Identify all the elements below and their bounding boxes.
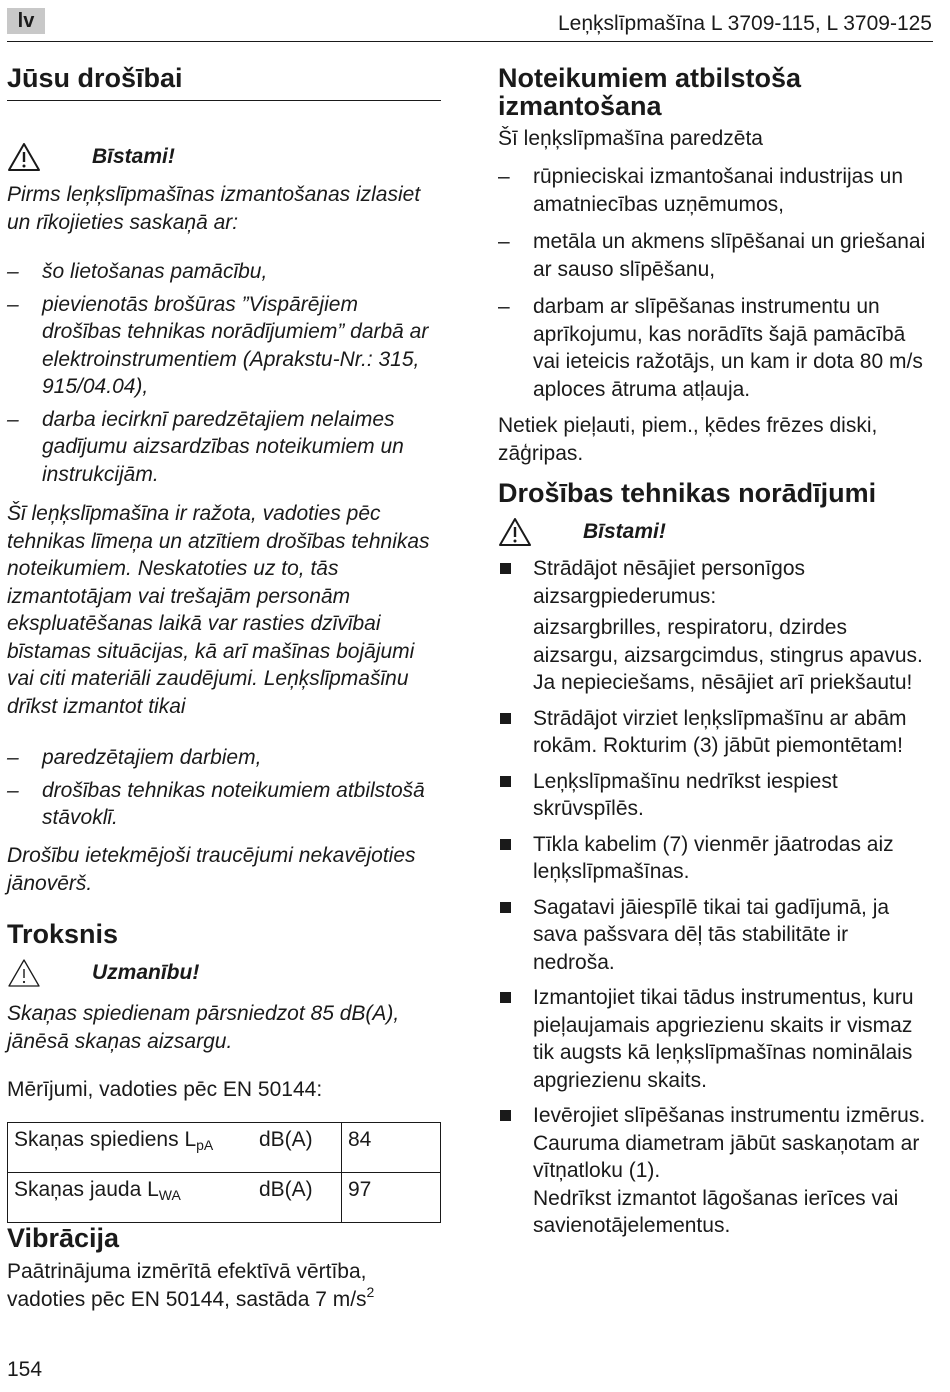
intro-text: Pirms leņķslīpmašīnas izmantošanas izlasiet un rīkojieties saskaņā ar: [7, 183, 421, 234]
danger-label: Bīstami! [92, 145, 175, 169]
body-text: Šī leņķslīpmašīna ir ražota, vadoties pēc tehnikas līmeņa un atzītiem drošības tehnikas noteikumiem. Neskatoties uz to, tās izmantotājam vai trešajām personām ekspluatēšanas laikā var rasties dzīvībai bīstamas situācijas, kā arī mašīnas bojājumi vai citi materiāli zaudējumi. Leņķslīpmašīnu drīkst izmantot tikai [7, 502, 430, 718]
list-item: Tīkla kabelim (7) vienmēr jāatrodas aiz leņķslīpmašīnas. [498, 831, 930, 886]
header-rule [7, 41, 933, 42]
table-cell: Skaņas jauda $L_{WA}$ [8, 1173, 254, 1223]
vibration-heading: Vibrācija [7, 1223, 120, 1253]
intended-use-list [498, 163, 930, 403]
danger-label: Bīstami! [583, 520, 666, 544]
square-bullet-icon [500, 1110, 511, 1121]
caution-label: Uzmanību! [92, 961, 200, 985]
safety-heading: Jūsu drošībai [7, 63, 183, 93]
measure-intro: Mērījumi, vadoties pēc EN 50144: [7, 1078, 323, 1101]
page-number: 154 [7, 1358, 43, 1381]
intended-use-intro: Šī leņķslīpmašīna paredzēta [498, 127, 763, 150]
list-item: – drošības tehnikas noteikumiem atbilstošā stāvoklī. [7, 777, 441, 832]
faults-text: Drošību ietekmējoši traucējumi nekavējoties jānovērš. [7, 844, 416, 895]
table-row [8, 1173, 441, 1223]
not-allowed-text: Netiek pieļauti, piem., ķēdes frēzes diski, zāģripas. [498, 414, 878, 465]
list-item: – šo lietošanas pamācību, [7, 258, 441, 286]
table-cell: 84 [342, 1123, 441, 1173]
read-list [7, 258, 441, 488]
danger-notice [498, 517, 666, 547]
table-cell: 97 [342, 1173, 441, 1223]
language-badge: lv [7, 8, 45, 34]
noise-heading: Troksnis [7, 919, 119, 949]
square-bullet-icon [500, 839, 511, 850]
list-item: – pievienotās brošūras ”Vispārējiem drošības tehnikas norādījumiem” darbā ar elektroinstrumentiem (Aprakstu-Nr.: 315, 915/04.04), [7, 291, 441, 401]
safety-instructions-heading: Drošības tehnikas norādījumi [498, 478, 877, 508]
caution-text: Skaņas spiedienam pārsniedzot 85 dB(A), jānēsā skaņas aizsargu. [7, 1002, 400, 1053]
square-bullet-icon [500, 902, 511, 913]
list-item: Sagatavi jāiespīlē tikai tai gadījumā, ja sava pašsvara dēļ tās stabilitāte ir nedroša. [498, 894, 930, 977]
square-bullet-icon [500, 992, 511, 1003]
list-item: Ievērojiet slīpēšanas instrumentu izmērus. Cauruma diametram jābūt saskaņotam ar vītņatloku (1). Nedrīkst izmantot lāgošanas ierīces vai savienotājelementus. [498, 1102, 930, 1240]
table-cell: dB(A) [253, 1173, 342, 1223]
danger-notice [7, 142, 175, 172]
list-item: – darba iecirknī paredzētajiem nelaimes gadījumu aizsardzības noteikumiem un instrukcijām. [7, 406, 441, 489]
noise-table [7, 1122, 441, 1223]
square-bullet-icon [500, 563, 511, 574]
intended-use-heading: Noteikumiem atbilstoša izmantošana [498, 63, 802, 121]
table-row [8, 1123, 441, 1173]
table-cell: dB(A) [253, 1123, 342, 1173]
warning-triangle-icon [7, 142, 41, 172]
list-item: – paredzētajiem darbiem, [7, 744, 441, 772]
list-item: Leņķslīpmašīnu nedrīkst iespiest skrūvspīlēs. [498, 768, 930, 823]
vibration-text: Paātrinājuma izmērītā efektīvā vērtība, vadoties pēc EN 50144, sastāda 7 $m/s^2$ [7, 1260, 375, 1311]
warning-triangle-icon [7, 958, 41, 988]
list-item: – rūpnieciskai izmantošanai industrijas un amatniecības uzņēmumos, [498, 163, 930, 218]
list-item: Strādājot virziet leņķslīpmašīnu ar abām rokām. Rokturim (3) jābūt piemontētam! [498, 705, 930, 760]
caution-notice [7, 958, 199, 988]
list-item: Strādājot nēsājiet personīgos aizsargpiederumus: aizsargbrilles, respiratoru, dzirdes aizsargu, aizsargcimdus, stingrus apavus. Ja nepieciešams, nēsājiet arī priekšautu! [498, 555, 930, 697]
warning-triangle-icon [498, 517, 532, 547]
use-list [7, 744, 441, 832]
list-item: – darbam ar slīpēšanas instrumentu un aprīkojumu, kas norādīts šajā pamācībā vai ieteicis ražotājs, un kam ir dota 80 m/s aploces ātruma atļauja. [498, 293, 930, 403]
safety-list [498, 555, 930, 1240]
table-cell: Skaņas spiediens $L_{pA}$ [8, 1123, 254, 1173]
document-title: Leņķslīpmašīna L 3709-115, L 3709-125 [558, 12, 932, 35]
square-bullet-icon [500, 713, 511, 724]
list-item: – metāla un akmens slīpēšanai un griešanai ar sauso slīpēšanu, [498, 228, 930, 283]
square-bullet-icon [500, 776, 511, 787]
list-item: Izmantojiet tikai tādus instrumentus, kuru pieļaujamais apgriezienu skaits ir vismaz tik augsts kā leņķslīpmašīnas nominālais apgriezienu skaits. [498, 984, 930, 1094]
heading-rule [7, 100, 441, 101]
